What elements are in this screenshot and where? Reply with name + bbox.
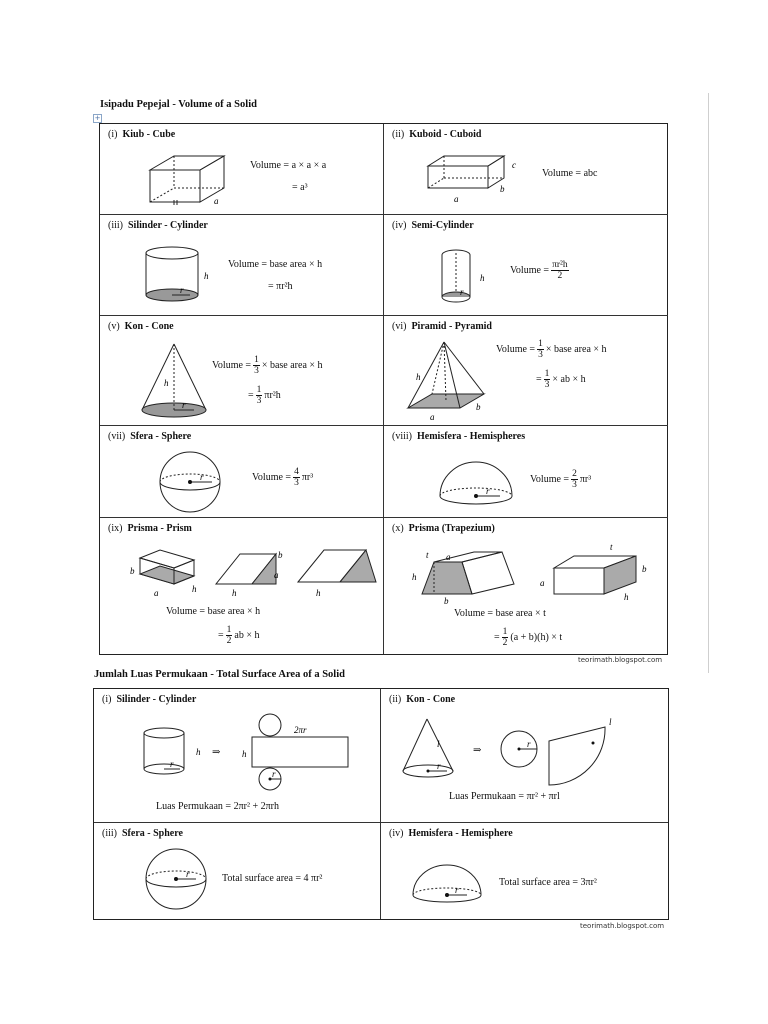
formula-line: (a + b)(h) × t [510,631,563,643]
label-b: b [642,564,647,574]
label-r: r [182,400,186,410]
pyramid-figure [404,338,494,424]
surface-cell-cylinder [94,689,381,823]
cell-number: (ix) [108,523,123,534]
label-r: r [186,869,190,879]
page-edge-right [708,93,709,673]
label-h: h [204,271,209,281]
fraction-numerator: 4 [294,466,299,477]
formula-line: = [218,629,224,641]
formula-line: πr³ [579,473,592,485]
surface-credit: teorimath.blogspot.com [580,922,665,930]
fraction [551,260,569,281]
fraction-numerator: 1 [502,626,508,637]
hemisphere-formula [530,468,591,490]
pyramid-formula [496,338,607,390]
prism-formula [166,600,260,646]
surface-table [93,688,669,920]
label-h: h [192,584,197,594]
label-b: b [278,550,283,560]
cuboid-formula [542,162,597,184]
cuboid-figure [424,152,524,210]
formula-line: Volume = abc [542,167,598,179]
cell-number: (ii) [389,694,402,705]
cell-number: (i) [108,129,118,140]
formula-line: Volume = base area × h [166,605,261,617]
label-r: r [180,285,184,295]
cone-net-figure [397,713,665,793]
surface-hemisphere-formula [499,871,597,893]
fraction [544,369,551,390]
label-c: c [512,160,516,170]
label-a: a [446,552,451,562]
volume-credit: teorimath.blogspot.com [578,656,663,664]
prism-figures [120,544,382,600]
cell-title: Silinder - Cylinder [116,694,197,705]
volume-table [99,123,668,655]
cell-number: (iv) [392,220,407,231]
formula-line: Volume = base area × t [454,607,546,619]
fraction [537,339,544,360]
formula-line: = [248,389,254,401]
fraction-denominator: 3 [572,479,577,490]
label-a: a [454,194,459,204]
cell-number: (v) [108,321,120,332]
formula-line: Total surface area = 3πr² [499,876,597,888]
label-h: h [416,372,421,382]
fraction-numerator: 1 [538,338,543,349]
label-h: h [242,749,247,759]
fraction-denominator: 3 [544,379,550,390]
label-h: h [316,588,321,598]
label-t: t [426,550,429,560]
arrow-icon: ⇒ [212,747,221,758]
cell-cuboid [384,124,668,215]
cell-number: (iv) [389,828,404,839]
formula-line: ab × h [234,629,260,641]
cell-title: Sfera - Sphere [122,828,183,839]
fraction-denominator: 3 [538,349,543,360]
center-dot [474,494,478,498]
label-h: h [232,588,237,598]
cell-trapezium-prism [384,518,668,654]
cube-formula [250,154,326,198]
label-l: l [609,717,612,727]
cell-title: Semi-Cylinder [411,220,474,231]
apex-dot [592,742,595,745]
fraction [226,625,233,646]
label-b: b [500,184,505,194]
semi-cylinder-figure [434,245,504,313]
center-dot [174,877,178,881]
cylinder-formula [228,253,322,297]
fraction-numerator: 1 [226,624,232,635]
label-r: r [460,287,464,297]
fraction-denominator: 3 [256,395,262,406]
cell-cube [100,124,384,215]
fraction-numerator: 2 [572,468,577,479]
label-b: b [130,566,135,576]
cell-title: Hemisfera - Hemispheres [417,431,526,442]
volume-heading: Isipadu Pepejal - Volume of a Solid [100,99,257,110]
label-a: a [154,588,159,598]
label-b: b [476,402,481,412]
fraction-denominator: 3 [294,477,299,488]
formula-line: Total surface area = 4 πr² [222,872,323,884]
formula-line: = a³ [292,181,308,193]
surface-cell-hemisphere [381,823,668,919]
cell-pyramid [384,316,668,426]
label-r: r [486,486,490,496]
cell-hemisphere [384,426,668,518]
fraction [256,385,263,406]
cell-title: Kon - Cone [124,321,174,332]
surface-hemisphere-figure [407,855,493,911]
semi-cylinder-formula [510,259,571,281]
sphere-figure [152,446,232,516]
center-dot [427,770,430,773]
cell-number: (vii) [108,431,126,442]
surface-sphere-figure [138,843,218,915]
cell-number: (ii) [392,129,405,140]
cell-number: (x) [392,523,404,534]
center-dot [188,480,192,484]
label-r: r [527,739,531,749]
table-anchor-icon[interactable]: + [94,114,101,122]
cone-figure [136,340,216,424]
label-h: h [164,378,169,388]
label-r: r [437,761,441,771]
fraction-denominator: 2 [557,270,563,281]
formula-line: × base area × h [261,359,323,371]
label-r: r [170,759,174,769]
cell-number: (vi) [392,321,407,332]
cell-cone [100,316,384,426]
hemisphere-figure [434,456,524,512]
fraction-denominator: 3 [254,365,259,376]
formula-line: Volume = a × a × a [250,159,327,171]
label-h: h [412,572,417,582]
formula-line: Volume = [530,473,570,485]
cell-title: Hemisfera - Hemisphere [408,828,513,839]
formula-line: = [494,631,500,643]
trapezium-prism-formula [454,602,562,648]
center-dot [518,748,521,751]
arrow-icon: ⇒ [473,745,482,756]
cell-number: (viii) [392,431,412,442]
cube-figure [148,152,238,210]
center-dot [445,893,449,897]
label-h: h [196,747,201,757]
cell-title: Kuboid - Cuboid [409,129,482,140]
fraction [253,355,260,376]
formula-line: × base area × h [545,343,607,355]
surface-cell-sphere [94,823,381,919]
formula-line: Volume = [212,359,252,371]
cell-title: Silinder - Cylinder [128,220,208,231]
formula-line: Volume = [496,343,536,355]
formula-line: Luas Permukaan = πr² + πrl [449,790,560,802]
fraction-numerator: πr²h [552,259,568,270]
fraction-numerator: 1 [256,384,262,395]
label-a: a [540,578,545,588]
surface-sphere-formula [222,867,322,889]
formula-line: Volume = [252,471,292,483]
fraction [293,467,300,488]
cell-title: Kiub - Cube [122,129,176,140]
label-h: h [624,592,629,602]
fraction-numerator: 1 [544,368,550,379]
label-l: l [437,739,440,749]
cell-number: (iii) [102,828,117,839]
formula-line: πr²h [264,389,281,401]
label-a: a [214,196,219,206]
formula-line: = πr²h [268,280,293,292]
cylinder-net-figure [138,713,378,793]
formula-line: Volume = base area × h [228,258,323,270]
cell-prism [100,518,384,654]
cylinder-figure [140,245,220,311]
label-t: t [610,542,613,552]
surface-heading: Jumlah Luas Permukaan - Total Surface Area of a Solid [94,669,345,680]
trapezium-prism-figures [404,542,666,606]
cell-number: (iii) [108,220,123,231]
formula-line: Luas Permukaan = 2πr² + 2πrh [156,800,279,812]
cell-sphere [100,426,384,518]
label-b: b [444,596,449,606]
label-r: r [272,769,276,779]
fraction [571,469,578,490]
cell-title: Kon - Cone [406,694,456,705]
cell-title: Prisma - Prism [127,523,192,534]
fraction-denominator: 2 [502,637,508,648]
label-h: h [480,273,485,283]
fraction-numerator: 1 [254,354,259,365]
label-circumference: 2πr [294,725,307,735]
formula-line: πr³ [301,471,314,483]
label-r: r [455,885,459,895]
cell-title: Prisma (Trapezium) [408,523,495,534]
cell-title: Sfera - Sphere [130,431,192,442]
surface-cylinder-formula [156,795,279,817]
fraction-denominator: 2 [226,635,232,646]
label-a: a [274,570,279,580]
formula-line: = [536,373,542,385]
formula-line: Volume = [510,264,550,276]
cell-semi-cylinder [384,215,668,316]
surface-cone-formula [449,785,560,807]
fraction [502,627,509,648]
cell-title: Piramid - Pyramid [411,321,492,332]
cell-cylinder [100,215,384,316]
cell-number: (i) [102,694,112,705]
label-r: r [200,472,204,482]
sphere-formula [252,466,313,488]
surface-cell-cone [381,689,668,823]
formula-line: × ab × h [552,373,586,385]
cone-formula [212,354,323,406]
label-a: a [430,412,435,422]
